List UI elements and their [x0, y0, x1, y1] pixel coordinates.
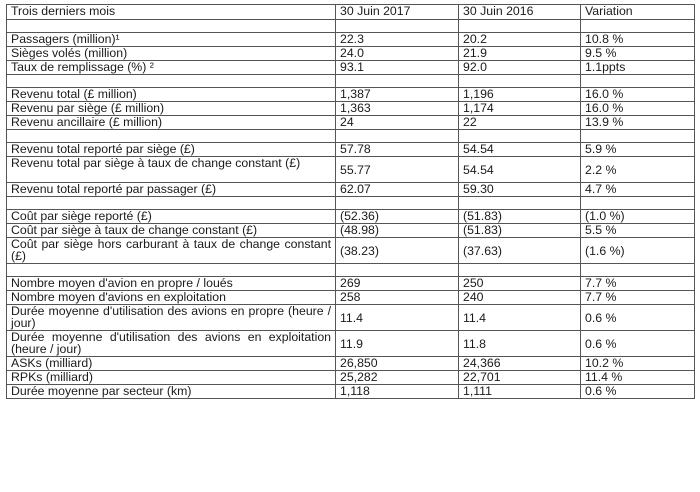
results-table — [6, 4, 695, 399]
table-row — [7, 61, 695, 75]
row-label: Durée moyenne d'utilisation des avions en exploitation (heure / jour) — [7, 331, 336, 357]
value-2016: 24,366 — [459, 357, 581, 371]
empty-cell — [581, 130, 695, 143]
variation: 10.8 % — [581, 33, 695, 47]
row-label: Passagers (million)¹ — [7, 33, 336, 47]
value-2016: 59.30 — [459, 183, 581, 197]
header-row — [7, 5, 695, 20]
variation: 0.6 % — [581, 305, 695, 331]
variation: 16.0 % — [581, 88, 695, 102]
row-label: Taux de remplissage (%) ² — [7, 61, 336, 75]
spacer-row — [7, 20, 695, 33]
table-row — [7, 183, 695, 197]
header-period: Trois derniers mois — [7, 5, 336, 20]
value-2016: 21.9 — [459, 47, 581, 61]
table-row — [7, 88, 695, 102]
row-label: Coût par siège hors carburant à taux de change constant (£) — [7, 238, 336, 264]
value-2016: 22 — [459, 116, 581, 130]
empty-cell — [336, 130, 459, 143]
row-label: Durée moyenne d'utilisation des avions en propre (heure / jour) — [7, 305, 336, 331]
empty-cell — [581, 20, 695, 33]
variation: 7.7 % — [581, 291, 695, 305]
value-2016: 1,196 — [459, 88, 581, 102]
empty-cell — [459, 264, 581, 277]
empty-cell — [7, 20, 336, 33]
value-2016: (51.83) — [459, 224, 581, 238]
variation: 10.2 % — [581, 357, 695, 371]
variation: 9.5 % — [581, 47, 695, 61]
empty-cell — [459, 130, 581, 143]
variation: 2.2 % — [581, 157, 695, 183]
variation: 5.5 % — [581, 224, 695, 238]
value-2016: 92.0 — [459, 61, 581, 75]
value-2017: 93.1 — [336, 61, 459, 75]
empty-cell — [581, 264, 695, 277]
value-2016: 1,174 — [459, 102, 581, 116]
empty-cell — [459, 20, 581, 33]
variation: 4.7 % — [581, 183, 695, 197]
value-2016: 54.54 — [459, 157, 581, 183]
value-2016: (51.83) — [459, 210, 581, 224]
spacer-row — [7, 197, 695, 210]
empty-cell — [336, 75, 459, 88]
value-2016: 240 — [459, 291, 581, 305]
spacer-row — [7, 75, 695, 88]
empty-cell — [581, 75, 695, 88]
table-row — [7, 291, 695, 305]
row-label: Nombre moyen d'avions en exploitation — [7, 291, 336, 305]
row-label: Nombre moyen d'avion en propre / loués — [7, 277, 336, 291]
table-row — [7, 143, 695, 157]
row-label: Coût par siège reporté (£) — [7, 210, 336, 224]
value-2017: (48.98) — [336, 224, 459, 238]
table-row — [7, 357, 695, 371]
variation: (1.0 %) — [581, 210, 695, 224]
value-2017: 269 — [336, 277, 459, 291]
value-2017: 55.77 — [336, 157, 459, 183]
value-2017: 57.78 — [336, 143, 459, 157]
value-2017: 1,363 — [336, 102, 459, 116]
row-label: RPKs (milliard) — [7, 371, 336, 385]
spacer-row — [7, 130, 695, 143]
row-label: Revenu total reporté par passager (£) — [7, 183, 336, 197]
variation: 1.1ppts — [581, 61, 695, 75]
value-2016: 54.54 — [459, 143, 581, 157]
empty-cell — [7, 197, 336, 210]
empty-cell — [7, 264, 336, 277]
row-label: Revenu total par siège à taux de change constant (£) — [7, 157, 336, 183]
table-row — [7, 102, 695, 116]
empty-cell — [336, 20, 459, 33]
table-row — [7, 331, 695, 357]
value-2016: 11.4 — [459, 305, 581, 331]
row-label: Coût par siège à taux de change constant (£) — [7, 224, 336, 238]
value-2016: (37.63) — [459, 238, 581, 264]
empty-cell — [7, 130, 336, 143]
empty-cell — [581, 197, 695, 210]
empty-cell — [459, 75, 581, 88]
results-table-container — [6, 4, 694, 399]
variation: 7.7 % — [581, 277, 695, 291]
table-row — [7, 116, 695, 130]
table-row — [7, 238, 695, 264]
value-2017: 26,850 — [336, 357, 459, 371]
variation: 0.6 % — [581, 331, 695, 357]
empty-cell — [459, 197, 581, 210]
table-row — [7, 47, 695, 61]
value-2017: 25,282 — [336, 371, 459, 385]
header-2016: 30 Juin 2016 — [459, 5, 581, 20]
value-2017: 62.07 — [336, 183, 459, 197]
header-2017: 30 Juin 2017 — [336, 5, 459, 20]
variation: 5.9 % — [581, 143, 695, 157]
row-label: ASKs (milliard) — [7, 357, 336, 371]
value-2017: (38.23) — [336, 238, 459, 264]
value-2017: 258 — [336, 291, 459, 305]
table-row — [7, 371, 695, 385]
value-2017: 22.3 — [336, 33, 459, 47]
table-row — [7, 33, 695, 47]
header-variation: Variation — [581, 5, 695, 20]
value-2016: 1,111 — [459, 385, 581, 399]
empty-cell — [7, 75, 336, 88]
spacer-row — [7, 264, 695, 277]
value-2017: 24 — [336, 116, 459, 130]
variation: 0.6 % — [581, 385, 695, 399]
variation: 13.9 % — [581, 116, 695, 130]
value-2017: 24.0 — [336, 47, 459, 61]
row-label: Revenu total reporté par siège (£) — [7, 143, 336, 157]
row-label: Sièges volés (million) — [7, 47, 336, 61]
empty-cell — [336, 264, 459, 277]
value-2017: 11.9 — [336, 331, 459, 357]
value-2017: 11.4 — [336, 305, 459, 331]
table-row — [7, 385, 695, 399]
variation: 16.0 % — [581, 102, 695, 116]
row-label: Revenu total (£ million) — [7, 88, 336, 102]
value-2016: 20.2 — [459, 33, 581, 47]
table-row — [7, 224, 695, 238]
table-row — [7, 157, 695, 183]
value-2016: 250 — [459, 277, 581, 291]
value-2017: (52.36) — [336, 210, 459, 224]
row-label: Revenu par siège (£ million) — [7, 102, 336, 116]
value-2016: 11.8 — [459, 331, 581, 357]
table-row — [7, 277, 695, 291]
row-label: Revenu ancillaire (£ million) — [7, 116, 336, 130]
table-row — [7, 305, 695, 331]
table-body — [7, 20, 695, 399]
variation: (1.6 %) — [581, 238, 695, 264]
variation: 11.4 % — [581, 371, 695, 385]
table-row — [7, 210, 695, 224]
value-2017: 1,118 — [336, 385, 459, 399]
empty-cell — [336, 197, 459, 210]
value-2017: 1,387 — [336, 88, 459, 102]
value-2016: 22,701 — [459, 371, 581, 385]
row-label: Durée moyenne par secteur (km) — [7, 385, 336, 399]
